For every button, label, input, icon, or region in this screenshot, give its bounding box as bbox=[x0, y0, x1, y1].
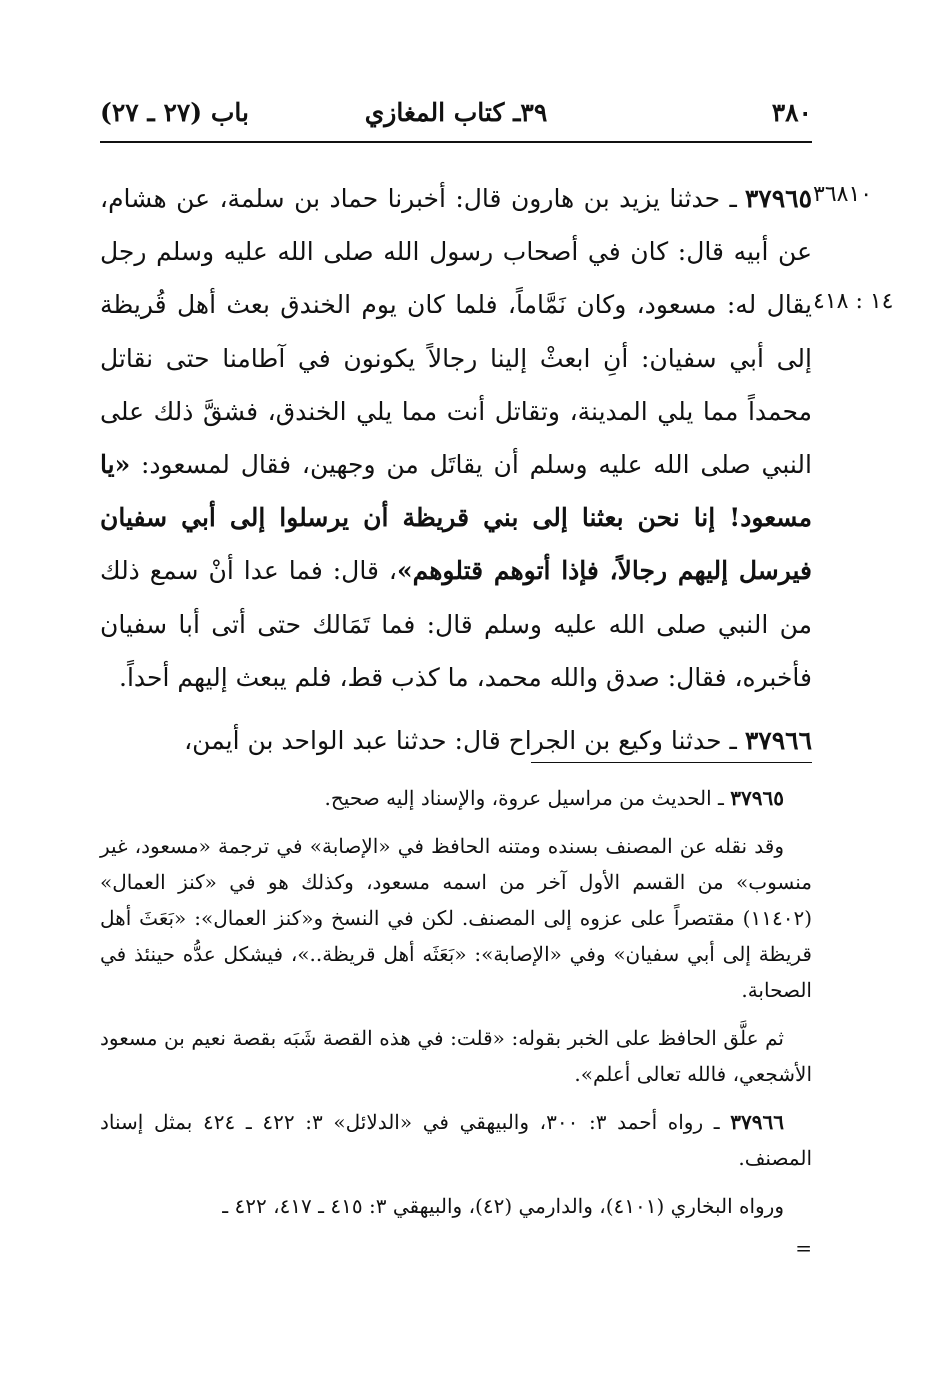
footnote-paragraph: ثم علَّق الحافظ على الخبر بقوله: «قلت: في هذه القصة شَبَه بقصة نعيم بن مسعود الأشجعي، فالله تعالى أعلم». bbox=[100, 1026, 812, 1086]
continuation-mark: = bbox=[795, 1236, 812, 1260]
hadith-number: ٣٧٩٦٦ bbox=[744, 726, 812, 756]
footnote-text: ـ الحديث من مراسيل عروة، والإسناد إليه صحيح. bbox=[324, 786, 724, 810]
hadith-text: ـ حدثنا يزيد بن هارون قال: أخبرنا حماد بن سلمة، عن هشام، عن أبيه قال: كان في أصحاب رسول الله صلى الله عليه وسلم رجل يقال له: مسعود، وكان نَمَّاماً، فلما كان يوم الخندق بعث أهل قُريظة إلى أبي سفيان: أنِ ابعثْ إلينا رجالاً يكونون في آطامنا حتى نقاتل محمداً مما يلي المدينة، وتقاتل أنت مما يلي الخندق، فشقَّ ذلك على النبي صلى الله عليه وسلم أن يقاتَل من وجهين، فقال لمسعود: bbox=[100, 184, 812, 480]
hadith-number: ٣٧٩٦٥ bbox=[744, 184, 812, 213]
margin-ref-volume-page: ١٤ : ٤١٨ bbox=[813, 289, 894, 314]
footnote-rule bbox=[531, 762, 812, 763]
footnote-paragraph bbox=[100, 780, 812, 816]
main-text bbox=[100, 172, 812, 767]
footnote-number: ٣٧٩٦٥ bbox=[730, 786, 784, 810]
chapter-range: باب (٢٧ ـ ٢٧) bbox=[100, 98, 249, 127]
hadith-text-end: ، قال: فما عدا أنْ سمع ذلك من النبي صلى الله عليه وسلم قال: فما تَمَالك حتى أتى أبا سفيان فأخبره، فقال: صدق والله محمد، ما كذب قط، فلم يبعث إليهم أحداً. bbox=[100, 556, 812, 692]
book-title: ٣٩ـ كتاب المغازي bbox=[364, 98, 548, 127]
footnote-paragraph bbox=[100, 1104, 812, 1176]
footnotes bbox=[100, 780, 812, 1278]
footnote-number: ٣٧٩٦٦ bbox=[730, 1110, 785, 1134]
hadith-paragraph bbox=[100, 172, 812, 704]
margin-ref-hadith-number: ٣٦٨١٠ bbox=[813, 182, 873, 207]
footnote-paragraph: وقد نقله عن المصنف بسنده ومتنه الحافظ في «الإصابة» في ترجمة «مسعود، غير منسوب» من القسم الأول آخر من اسمه مسعود، وكذلك هو في «كنز العمال» (١١٤٠٢) مقتصراً على عزوه إلى المصنف. لكن في النسخ و«كنز العمال»: «بَعَثَ أهل قريظة إلى أبي سفيان» وفي «الإصابة»: «بَعَثَه أهل قريظة..»، فيشكل عدُّه حينئذ في الصحابة. bbox=[100, 834, 812, 1002]
header-rule bbox=[100, 141, 812, 143]
footnote-paragraph: ورواه البخاري (٤١٠١)، والدارمي (٤٢)، والبيهقي ٣: ٤١٥ ـ ٤١٧، ٤٢٢ ـ bbox=[222, 1194, 784, 1218]
hadith-text: ـ حدثنا وكيع بن الجراح قال: حدثنا عبد الواحد بن أيمن، bbox=[184, 726, 737, 756]
footnote-text: ـ رواه أحمد ٣: ٣٠٠، والبيهقي في «الدلائل» ٣: ٤٢٢ ـ ٤٢٤ بمثل إسناد المصنف. bbox=[100, 1110, 812, 1170]
running-header bbox=[100, 92, 812, 136]
page-number: ٣٨٠ bbox=[771, 98, 812, 127]
hadith-paragraph bbox=[100, 714, 812, 767]
prophet-quote: «يا مسعود! إنا نحن بعثنا إلى بني قريظة أن يرسلوا إلى أبي سفيان فيرسل إليهم رجالاً، فإذا أتوهم قتلوهم» bbox=[100, 450, 812, 586]
